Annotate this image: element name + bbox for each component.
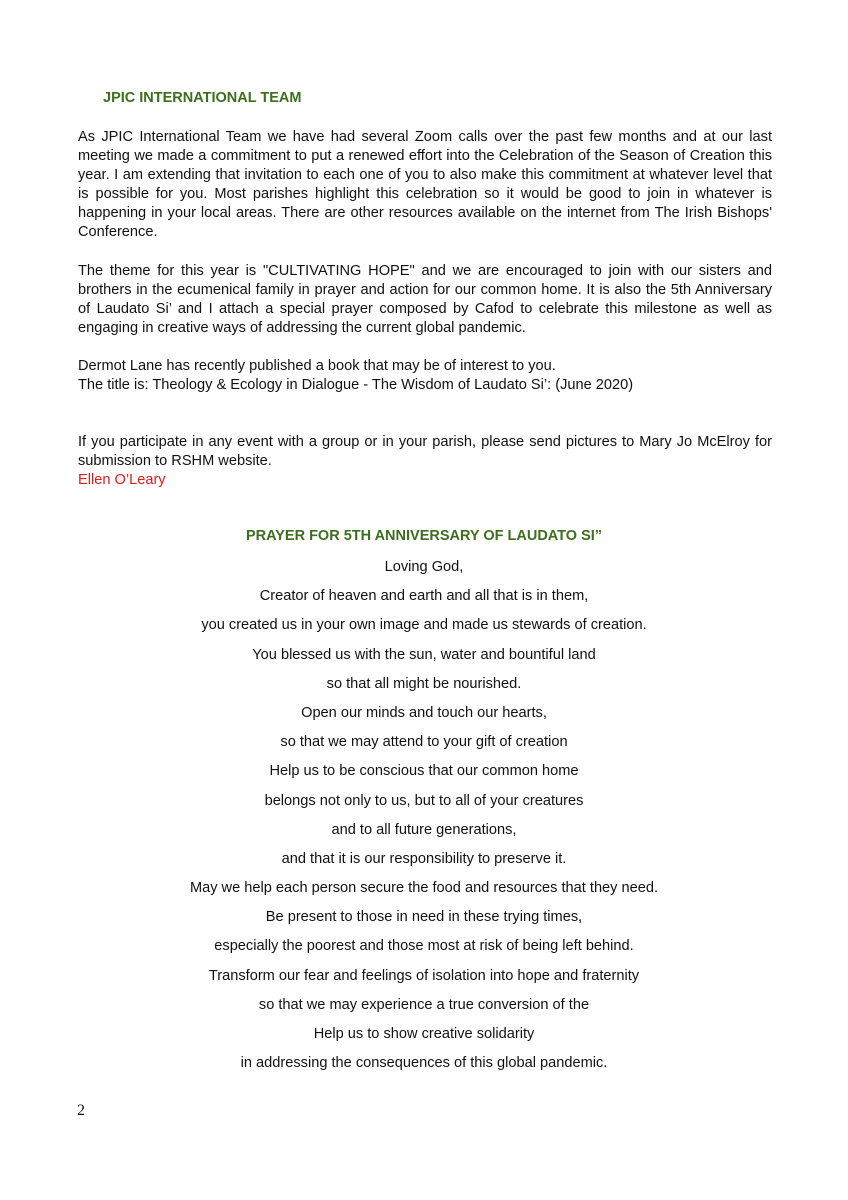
prayer-line: you created us in your own image and made us stewards of creation. <box>201 617 647 634</box>
paragraph-intro: As JPIC International Team we have had several Zoom calls over the past few months and at our last meeting we made a commitment to put a renewed effort into the Celebration of the Season of Creation this year. I am extending that invitation to each one of you to also make this commitment at whatever level that is possible for you. Most parishes highlight this celebration so it would be good to join in whatever is happening in your local areas. There are other resources available on the internet from The Irish Bishops' Conference. <box>78 129 772 240</box>
prayer-line: Transform our fear and feelings of isolation into hope and fraternity <box>208 967 640 984</box>
prayer-line: in addressing the consequences of this global pandemic. <box>240 1055 608 1072</box>
prayer-line: belongs not only to us, but to all of your creatures <box>264 792 584 809</box>
paragraph-pictures <box>78 433 772 490</box>
prayer-line: so that all might be nourished. <box>326 675 522 692</box>
prayer-line: Open our minds and touch our hearts, <box>301 704 547 721</box>
prayer-line: and that it is our responsibility to preserve it. <box>281 850 567 867</box>
prayer-title: PRAYER FOR 5TH ANNIVERSARY OF LAUDATO SI” <box>245 528 603 544</box>
page-number: 2 <box>77 1102 85 1119</box>
prayer-line: May we help each person secure the food and resources that they need. <box>189 880 659 897</box>
prayer-line: Be present to those in need in these trying times, <box>265 909 583 926</box>
paragraph-theme: The theme for this year is "CULTIVATING HOPE" and we are encouraged to join with our sisters and brothers in the ecumenical family in prayer and action for our common home. It is also the 5th Anniversary of Laudato Si’ and I attach a special prayer composed by Cafod to celebrate this milestone as well as engaging in creative ways of addressing the current global pandemic. <box>78 263 772 336</box>
prayer-line: Help us to show creative solidarity <box>313 1026 535 1042</box>
prayer-line: You blessed us with the sun, water and bountiful land <box>252 646 596 663</box>
book-intro-line: Dermot Lane has recently published a book that may be of interest to you. <box>78 358 556 374</box>
section-heading: JPIC INTERNATIONAL TEAM <box>103 90 302 106</box>
prayer-line: and to all future generations, <box>331 821 517 838</box>
prayer-line: so that we may attend to your gift of creation <box>280 734 568 751</box>
prayer-line: especially the poorest and those most at risk of being left behind. <box>214 938 634 955</box>
prayer-line: Creator of heaven and earth and all that is in them, <box>259 588 589 605</box>
prayer-line: so that we may experience a true conversion of the <box>258 996 590 1013</box>
prayer-line: Help us to be conscious that our common home <box>269 763 579 780</box>
prayer-line: Loving God, <box>384 559 464 575</box>
signature: Ellen O’Leary <box>78 472 166 488</box>
book-title-line: The title is: Theology & Ecology in Dialogue - The Wisdom of Laudato Si’: (June 2020) <box>78 377 634 393</box>
paragraph-book <box>78 357 772 395</box>
prayer-lines <box>0 557 848 1082</box>
pictures-request: If you participate in any event with a group or in your parish, please send pictures to Mary Jo McElroy for submission to RSHM website. <box>78 434 772 469</box>
